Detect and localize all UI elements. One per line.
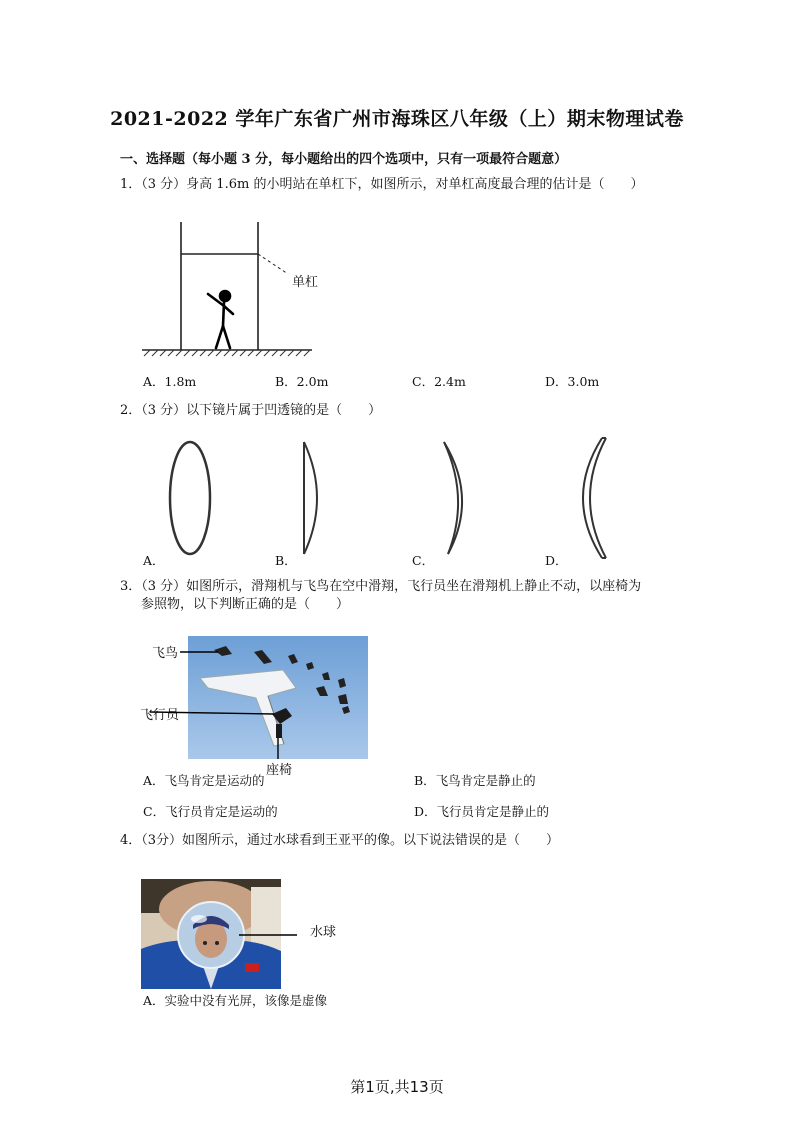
seat-label: 座椅 [266, 763, 293, 778]
question-3-option-a: A．飞鸟肯定是运动的 [143, 773, 265, 788]
question-2-stem: 2．（3 分）以下镜片属于凹透镜的是（ ） [120, 403, 382, 418]
question-1-option-c: C．2.4m [412, 374, 466, 389]
lens-c-icon [440, 440, 480, 560]
question-2-option-d: D． [545, 553, 568, 568]
question-1-option-d: D．3.0m [545, 374, 600, 389]
question-1-stem: 1．（3 分）身高 1.6m 的小明站在单杠下，如图所示，对单杠高度最合理的估计是（ ） [120, 177, 644, 192]
water-ball-label: 水球 [310, 925, 337, 940]
question-3-stem-line2: 参照物，以下判断正确的是（ ） [141, 597, 350, 612]
page-footer: 第1页,共13页 [350, 1078, 444, 1096]
lens-b-icon [298, 440, 328, 560]
bird-label: 飞鸟 [152, 646, 179, 661]
glider-photo [188, 636, 368, 759]
question-4-stem: 4．（3分）如图所示，通过水球看到王亚平的像。以下说法错误的是（ ） [120, 833, 560, 848]
section-heading: 一、选择题（每小题 3 分，每小题给出的四个选项中，只有一项最符合题意） [120, 152, 568, 167]
question-1-option-b: B．2.0m [275, 374, 329, 389]
question-2-option-c: C． [412, 553, 435, 568]
bar-label: 单杠 [292, 275, 319, 290]
water-ball-icon [178, 902, 244, 968]
question-3-stem-line1: 3．（3 分）如图所示，滑翔机与飞鸟在空中滑翔，飞行员坐在滑翔机上静止不动，以座椅为 [120, 579, 642, 594]
pilot-label: 飞行员 [140, 708, 180, 723]
question-2-option-a: A． [143, 553, 165, 568]
question-3-option-d: D．飞行员肯定是静止的 [414, 804, 550, 819]
question-3-option-c: C．飞行员肯定是运动的 [143, 804, 278, 819]
lens-a-icon [166, 440, 216, 560]
question-1-option-a: A．1.8m [143, 374, 197, 389]
question-3-option-b: B．飞鸟肯定是静止的 [414, 773, 536, 788]
lens-d-icon [568, 436, 612, 562]
student-figure-icon [208, 291, 233, 348]
question-4-option-a: A．实验中没有光屏，该像是虚像 [143, 993, 328, 1008]
question-2-option-b: B． [275, 553, 297, 568]
page-title: 2021-2022 学年广东省广州市海珠区八年级（上）期末物理试卷 [110, 108, 684, 130]
water-ball-photo [141, 879, 281, 989]
